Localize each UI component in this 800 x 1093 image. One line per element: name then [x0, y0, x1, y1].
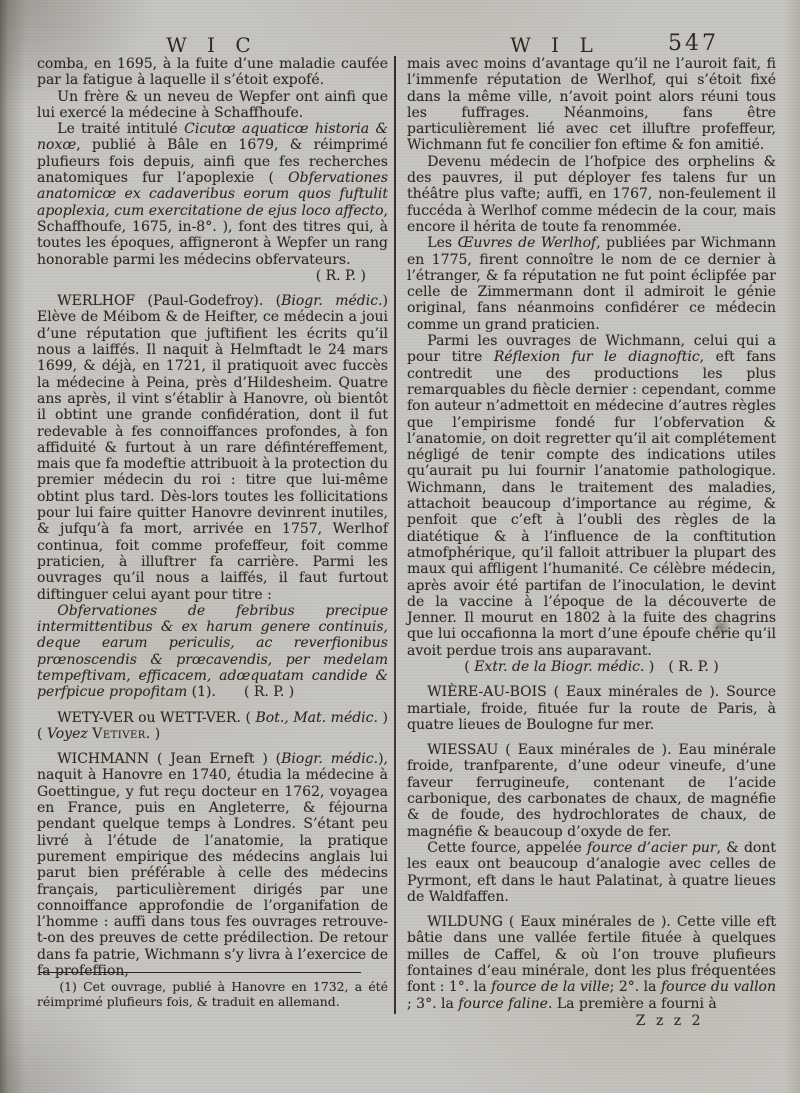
text-run: Biogr. médic.: [281, 751, 379, 768]
text-run: Un frère & un neveu de Wepfer ont ainfi que lui exercé la médecine à Schaffhoufe.: [37, 88, 388, 121]
paragraph: [407, 742, 776, 840]
text-run: Extr. de la Biogr. médic.: [474, 658, 645, 675]
text-run: . La première a fourni à: [547, 995, 717, 1012]
paragraph: [37, 268, 388, 284]
left-text-column: [37, 56, 388, 979]
text-run: WERLHOF (Paul-Godefroy). (: [57, 293, 282, 310]
page-number: 547: [668, 31, 719, 56]
text-run: , publié à Bâle en 1679, & réimprimé plufieurs fois depuis, ainfi que fes recherches anatomiques fur l’apoplexie (: [37, 137, 388, 187]
text-run: , & dont les eaux ont beaucoup d’analogie avec celles de Pyrmont, eft dans le haut Palatinat, à quatre lieues de Waldfaffen.: [407, 839, 776, 905]
text-run: Cicutœ aquaticœ historia & noxœ: [37, 121, 388, 154]
paragraph: [407, 659, 776, 675]
text-run: Bot., Mat. médic.: [255, 709, 378, 726]
text-run: fource de la ville: [491, 979, 610, 996]
paragraph: [407, 840, 776, 905]
column-divider-rule: [394, 56, 396, 1014]
text-run: Parmi les ouvrages de Wichmann, celui qui a pour titre: [407, 333, 776, 366]
paragraph: [37, 293, 388, 603]
text-run: mais avec moins d’avantage qu’il ne l’auroit fait, fi l’immenfe réputation de Werlhof, qui s’étoit fixé dans la même ville, n’avoit point alors réuni tous les fuffrages. Néanmoins, fans être particulièrement lié avec cet illuftre profeffeur, Wichmann fut fe concilier fon eftime & fon amitié.: [407, 56, 776, 154]
paragraph: [407, 235, 776, 333]
text-run: Obfervationes anatomicœ ex cadaveribus eorum quos fuftulit apoplexia, cum exercitatione de ejus loco affecto: [37, 170, 388, 219]
text-run: Vetiver: [92, 725, 146, 742]
text-run: Les: [427, 235, 458, 252]
text-run: fource faline: [458, 995, 548, 1012]
text-run: Z z z 2: [635, 1012, 704, 1029]
text-run: , eft fans contredit une des productions les plus remarquables du fiècle dernier : cependant, comme fon auteur n’admettoit en médecine d’autres règles que l’empirisme fondé fur l’obfervation & l’anatomie, on doit regretter qu’il ait complétement négligé de tenir compte des indications utiles qu’aurait pu lui fournir l’anatomie pathologique. Wichmann, dans le traitement des maladies, attachoit beaucoup d’importance au régime, & penfoit que c’eft à l’oubli des règles de la diatétique & à l’influence de la conftitution atmofphérique, qu’il falloit attribuer la plupart des maux qui affligent l’humanité. Ce célèbre médecin, après avoir été partifan de l’inoculation, le devint de la vaccine à l’époque de la découverte de Jenner. Il mourut en 1802 à la fuite des chagrins que lui occafionna la mort d’une époufe chérie qu’il avoit perdue trois ans auparavant.: [407, 349, 776, 659]
text-run: WIÈRE-AU-BOIS ( Eaux minérales de ). Source martiale, froide, fituée fur la route de Paris, à quatre lieues de Boulogne fur mer.: [407, 684, 776, 733]
text-run: ), naquit à Hanovre en 1740, étudia la médecine à Goettingue, y fut reçu docteur en 1762, voyagea en France, puis en Angleterre, & féjourna pendant quelque temps à Londres. S’étant peu livré à l’étude de l’anatomie, la pratique purement empirique des médecins anglais lui parut bien préférable à celle des médecins français, particulièrement dirigés par une connoiffance approfondie de l’organifation de l’homme : auffi dans tous fes ouvrages retrouve-t-on des preuves de cette prédilection. De retour dans fa patrie, Wichmann s’y livra à l’exercice de fa profeffion,: [37, 751, 388, 980]
text-run: ; 3°. la: [407, 995, 459, 1012]
footnote-text: [37, 980, 388, 1009]
text-run: (1) Cet ouvrage, publié à Hanovre en 1732, a été réimprimé plufieurs fois, & traduit en allemand.: [37, 979, 388, 1009]
paragraph: [37, 56, 388, 89]
text-run: comba, en 1695, à la fuite d’une maladie caufée par la fatigue à laquelle il s’étoit expofé.: [37, 56, 388, 89]
text-run: ) Elève de Méibom & de Heifter, ce médecin a joui d’une réputation que juftifient les écrits qu’il nous a laiffés. Il naquit à Helmftadt le 24 mars 1699, & déjà, en 1721, il pratiquoit avec fuccès la médecine à Peina, près d’Hildesheim. Quatre ans après, il vint s’établir à Hanovre, où bientôt il obtint une grande confidération, dont il fut redevable à fes connoiffances profondes, à fon affiduité & furtout à un rare défintéreffement, mais que fa modeftie attribuoit à la protection du premier médecin du roi : titre que lui-même obtint plus tard. Dès-lors toutes les follicitations pour lui faire quitter Hanovre devinrent inutiles, & jufqu’à fa mort, arrivée en 1757, Werlhof continua, foit comme profeffeur, foit comme praticien, à illuftrer fa carrière. Parmi les ouvrages qu’il nous a laiffés, il faut furtout diftinguer celui ayant pour titre :: [37, 293, 389, 603]
paragraph: [37, 710, 388, 743]
text-run: Voyez: [46, 725, 88, 742]
footnote: [37, 972, 388, 1009]
text-run: ) (: [37, 709, 389, 742]
right-text-column: [407, 56, 776, 1029]
text-run: Le traité intitulé: [57, 121, 185, 138]
paragraph: [37, 121, 388, 268]
text-run: Obfervationes de febribus precipue intermittentibus & ex harum genere continuis, deque earum periculis, ac reverfionibus prœnoscendis & prœcavendis, per medelam tempeftivam, efficacem, adœquatam candide & perfpicue propofitam: [37, 602, 388, 701]
text-run: ; 2°. la: [609, 979, 661, 996]
text-run: Devenu médecin de l’hofpice des orphelins & des pauvres, il put déployer fes talens fur un théâtre plus vafte; auffi, en 1767, non-feulement il fuccéda à Werlhof comme médecin de la cour, mais encore il hérita de toute fa renommée.: [407, 153, 776, 235]
paragraph: [407, 333, 776, 659]
paragraph: [37, 603, 388, 701]
text-run: fource d’acier pur: [586, 839, 717, 856]
paragraph: [407, 56, 776, 154]
text-run: (1). ( R. P. ): [187, 684, 295, 701]
footnote-paragraph: [37, 980, 388, 1009]
running-header-left: W I C: [166, 33, 258, 57]
text-run: ( R. P. ): [315, 267, 366, 284]
running-header-right: W I L: [510, 33, 600, 57]
text-run: WILDUNG ( Eaux minérales de ). Cette ville eft bâtie dans une vallée fertile fituée à quelques milles de Caffel, & où l’on trouve plufieurs fontaines d’eau minérale, dont les plus fréquentées font : 1°. la: [407, 914, 776, 996]
paragraph: [407, 154, 776, 235]
footnote-rule: [39, 972, 361, 973]
text-run: WETY-VER ou WETT-VER. (: [57, 709, 256, 726]
text-run: WICHMANN ( Jean Erneft ) (: [57, 751, 282, 768]
text-run: . ): [145, 725, 161, 742]
text-run: Cette fource, appelée: [427, 839, 587, 856]
text-run: Réflexion fur le diagnoftic: [493, 349, 700, 366]
paragraph: [37, 751, 388, 979]
text-run: WIESSAU ( Eaux minérales de ). Eau minérale froide, tranfparente, d’une odeur vineufe, d’une faveur ferrugineufe, contenant de l’acide carbonique, des carbonates de chaux, de magnéfie & de foude, des hydrochlorates de chaux, de magnéfie & beaucoup d’oxyde de fer.: [407, 742, 776, 840]
text-run: (: [464, 658, 475, 675]
paragraph: [407, 684, 776, 733]
text-run: fource du vallon: [660, 979, 777, 996]
text-run: , Schaffhoufe, 1675, in-8°. ), font des titres qui, à toutes les époques, affigneront à Wepfer un rang honorable parmi les médecins obfervateurs.: [37, 202, 388, 268]
text-run: Biogr. médic.: [281, 293, 383, 310]
paragraph: [37, 89, 388, 122]
text-run: , publiées par Wichmann en 1775, firent connoître le nom de ce dernier à l’étranger, & fa réputation ne fut point éclipfée par celle de Zimmermann dont il admiroit le génie original, fans néanmoins confidérer ce médecin comme un grand praticien.: [407, 235, 777, 333]
paragraph: [407, 914, 776, 1012]
text-run: Œuvres de Werlhof: [457, 235, 597, 252]
text-run: ) ( R. P. ): [644, 658, 719, 675]
paragraph: [407, 1013, 776, 1029]
